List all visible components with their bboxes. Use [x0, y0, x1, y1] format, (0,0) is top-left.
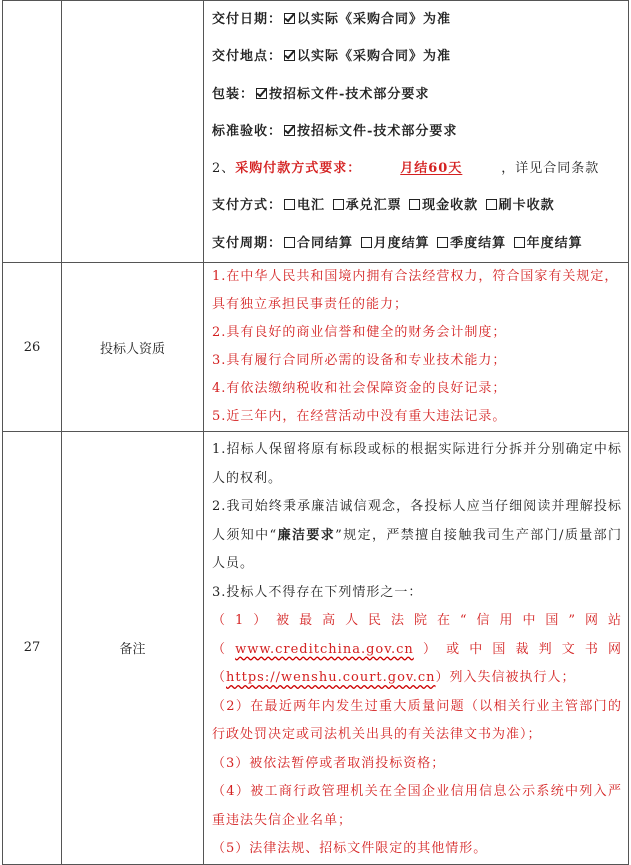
sub-item: （4）被工商行政管理机关在全国企业信用信息公示系统中列入严重违法失信企业名单； — [212, 784, 622, 828]
remark-paragraph: 3.投标人不得存在下列情形之一： — [212, 584, 423, 600]
qualification-list — [204, 263, 629, 432]
row-title: 备注 — [62, 432, 204, 865]
list-item: 4.有依法缴纳税收和社会保障资金的良好记录； — [212, 381, 507, 397]
checkbox-icon[interactable] — [437, 237, 448, 248]
payment-cycle-line: 支付周期： 合同结算 月度结算 季度结算 年度结算 — [212, 235, 583, 251]
checked-checkbox-icon[interactable] — [284, 50, 295, 61]
acceptance-line: 标准验收： 按招标文件-技术部分要求 — [212, 123, 458, 139]
delivery-place-line: 交付地点： 以实际《采购合同》为准 — [212, 49, 452, 65]
row-name-cell — [62, 1, 204, 263]
row-number: 27 — [3, 432, 62, 865]
remarks-content — [204, 432, 629, 865]
checkbox-icon[interactable] — [284, 237, 295, 248]
row-number-cell — [3, 1, 62, 263]
list-item: 3.具有履行合同所必需的设备和专业技术能力； — [212, 353, 507, 369]
sub-item: （5）法律法规、招标文件限定的其他情形。 — [212, 841, 488, 857]
table-row — [3, 432, 629, 865]
checkbox-icon[interactable] — [284, 199, 295, 210]
checked-checkbox-icon[interactable] — [256, 88, 267, 99]
checked-checkbox-icon[interactable] — [284, 13, 295, 24]
row-title: 投标人资质 — [62, 263, 204, 432]
creditchina-link[interactable]: www.creditchina.gov.cn — [235, 641, 414, 657]
checkbox-icon[interactable] — [486, 199, 497, 210]
row-number: 26 — [3, 263, 62, 432]
wenshu-link[interactable]: https://wenshu.court.gov.cn — [226, 670, 436, 686]
list-item: 1.在中华人民共和国境内拥有合法经营权力，符合国家有关规定，具有独立承担民事责任的能力； — [212, 269, 619, 313]
checkbox-icon[interactable] — [409, 199, 420, 210]
list-item: 2.具有良好的商业信誉和健全的财务会计制度； — [212, 325, 507, 341]
remark-paragraph: 1.招标人保留将原有标段或标的根据实际进行分拆并分别确定中标人的权利。 — [212, 442, 622, 486]
payment-terms-line: 2、采购付款方式要求： 月结60天 ，详见合同条款 — [212, 150, 622, 187]
table-row — [3, 1, 629, 263]
delivery-date-line: 交付日期： 以实际《采购合同》为准 — [212, 12, 452, 27]
list-item: 5.近三年内，在经营活动中没有重大违法记录。 — [212, 409, 507, 425]
payment-method-line: 支付方式： 电汇 承兑汇票 现金收款 刷卡收款 — [212, 198, 555, 214]
row-content-cell — [204, 1, 629, 263]
checkbox-icon[interactable] — [333, 199, 344, 210]
bid-requirements-table — [2, 0, 629, 865]
payment-terms-value: 月结60天 — [400, 161, 463, 177]
sub-item: （1）被最高人民法院在“信用中国”网站（www.creditchina.gov.cn）或中国裁判文书网（https://wenshu.court.gov.cn）列入失信被执行人； — [212, 613, 622, 686]
checked-checkbox-icon[interactable] — [284, 125, 295, 136]
packaging-line: 包装： 按招标文件-技术部分要求 — [212, 86, 430, 102]
sub-item: （2）在最近两年内发生过重大质量问题（以相关行业主管部门的行政处罚决定或司法机关出具的有关法律文书为准）； — [212, 698, 622, 743]
checkbox-icon[interactable] — [514, 237, 525, 248]
sub-item: （3）被依法暂停或者取消投标资格； — [212, 755, 446, 771]
checkbox-icon[interactable] — [361, 237, 372, 248]
table-row — [3, 263, 629, 432]
remark-paragraph: 2.我司始终秉承廉洁诚信观念，各投标人应当仔细阅读并理解投标人须知中“廉洁要求”规定，严禁擅自接触我司生产部门/质量部门人员。 — [212, 499, 622, 572]
